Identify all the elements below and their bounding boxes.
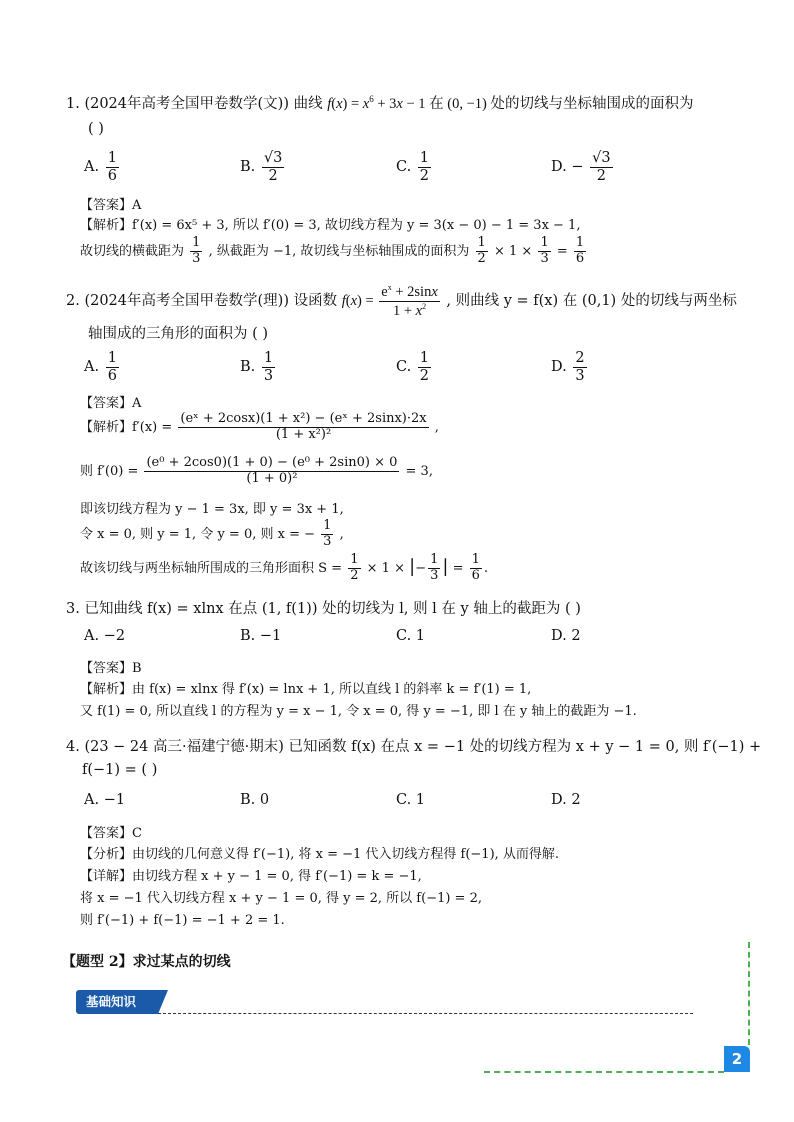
q2-option-c: C. $\frac{1}{2}$	[396, 350, 430, 384]
section-title: 【题型 2】求过某点的切线	[62, 954, 231, 970]
q4-option-a: A. −1	[84, 792, 126, 808]
q2-option-b: B. $\frac{1}{3}$	[240, 350, 274, 384]
basic-knowledge-tab: 基础知识	[76, 990, 158, 1014]
q2-analysis-1: 【解析】f′(x) = $\frac{\text{(eˣ + 2cosx)(1 + x²) − (eˣ + 2sinx)·2x}}{\text{(1 + x²)²}}$ ,	[80, 411, 439, 442]
q1-option-c: C. $\frac{1}{2}$	[396, 150, 430, 184]
q3-analysis-1: 【解析】由 f(x) = xlnx 得 f′(x) = lnx + 1, 所以直线 l 的斜率 k = f′(1) = 1,	[80, 682, 532, 697]
q3-answer: 【答案】B	[80, 661, 142, 676]
q2-option-a: A. $\frac{1}{6}$	[84, 350, 117, 384]
q2-function-fraction: $\frac{e^x + 2\sin x}{1 + x^2}$	[381, 283, 438, 319]
page-border-right	[748, 942, 750, 1045]
q2-option-d: D. $\frac{2}{3}$	[551, 350, 585, 384]
q2-answer: 【答案】A	[80, 396, 142, 411]
q1-answer: 【答案】A	[80, 198, 142, 213]
q4-answer: 【答案】C	[80, 826, 142, 841]
tab-underline	[158, 1013, 693, 1014]
q4-detail-3: 则 f′(−1) + f(−1) = −1 + 2 = 1.	[80, 913, 285, 928]
q3-analysis-2: 又 f(1) = 0, 所以直线 l 的方程为 y = x − 1, 令 x = 0, 得 y = −1, 即 l 在 y 轴上的截距为 −1.	[80, 704, 637, 719]
q4-analysis: 【分析】由切线的几何意义得 f′(−1), 将 x = −1 代入切线方程得 f(−1), 从而得解.	[80, 847, 560, 862]
q2-analysis-5: 故该切线与两坐标轴所围成的三角形面积 S = $\frac{1}{2}$ × 1 × |− $\frac{1}{3}$ | = $\frac{1}{6}$ .	[80, 552, 489, 583]
q3-option-c: C. 1	[396, 628, 426, 644]
q2-analysis-3: 即该切线方程为 y − 1 = 3x, 即 y = 3x + 1,	[80, 502, 344, 517]
q2-analysis-2: 则 f′(0) = $\frac{\text{(e⁰ + 2cos0)(1 + 0) − (e⁰ + 2sin0) × 0}}{\text{(1 + 0)²}}$ = 3,	[80, 455, 433, 486]
q4-option-d: D. 2	[551, 792, 581, 808]
q4-detail-2: 将 x = −1 代入切线方程 x + y − 1 = 0, 得 y = 2, 所以 f(−1) = 2,	[80, 891, 482, 906]
q1-option-b: B. $\frac{√3}{2}$	[240, 150, 283, 184]
q3-option-a: A. −2	[84, 628, 126, 644]
q4-detail-1: 【详解】由切线方程 x + y − 1 = 0, 得 f′(−1) = k = −1,	[80, 869, 422, 884]
q2-stem: 2. (2024年高考全国甲卷数学(理)) 设函数 f(x) = $\frac{e^x + 2\sin x}{1 + x^2}$ , 则曲线 y = f(x) 在 (0,1) 处的切线与两坐标	[66, 283, 737, 319]
q1-function: $f(x) = x^6 + 3x - 1$ 在 (0, −1)	[327, 94, 491, 112]
q4-stem-1: 4. (23 − 24 高三·福建宁德·期末) 已知函数 f(x) 在点 x = −1 处的切线方程为 x + y − 1 = 0, 则 f′(−1) +	[66, 739, 762, 755]
q1-stem: 1. (2024年高考全国甲卷数学(文)) 曲线 $f(x) = x^6 + 3x - 1$ 在 (0, −1) 处的切线与坐标轴围成的面积为	[66, 94, 694, 112]
q2-analysis-4: 令 x = 0, 则 y = 1, 令 y = 0, 则 x = − $\frac{1}{3}$ ,	[80, 518, 344, 549]
page-border-bottom	[484, 1071, 724, 1073]
q3-option-b: B. −1	[240, 628, 282, 644]
q3-option-d: D. 2	[551, 628, 581, 644]
q1-option-a: A. $\frac{1}{6}$	[84, 150, 117, 184]
q4-option-c: C. 1	[396, 792, 426, 808]
q1-analysis-2: 故切线的横截距为 $\frac{1}{3}$ , 纵截距为 −1, 故切线与坐标轴围成的面积为 $\frac{1}{2}$ × 1 × $\frac{1}{3}$ = $\frac{1}{6}$	[80, 235, 585, 266]
q3-stem: 3. 已知曲线 f(x) = xlnx 在点 (1, f(1)) 处的切线为 l, 则 l 在 y 轴上的截距为 ( )	[66, 601, 581, 617]
q4-stem-2: f(−1) = ( )	[82, 762, 158, 778]
q1-analysis-1: 【解析】f′(x) = 6x⁵ + 3, 所以 f′(0) = 3, 故切线方程为 y = 3(x − 0) − 1 = 3x − 1,	[80, 218, 581, 233]
q4-option-b: B. 0	[240, 792, 270, 808]
q1-paren: ( )	[88, 121, 104, 137]
page-number-badge: 2	[724, 1046, 750, 1072]
q2-stem-line2: 轴围成的三角形的面积为 ( )	[88, 326, 269, 342]
q1-option-d: D. − $\frac{√3}{2}$	[551, 150, 611, 184]
